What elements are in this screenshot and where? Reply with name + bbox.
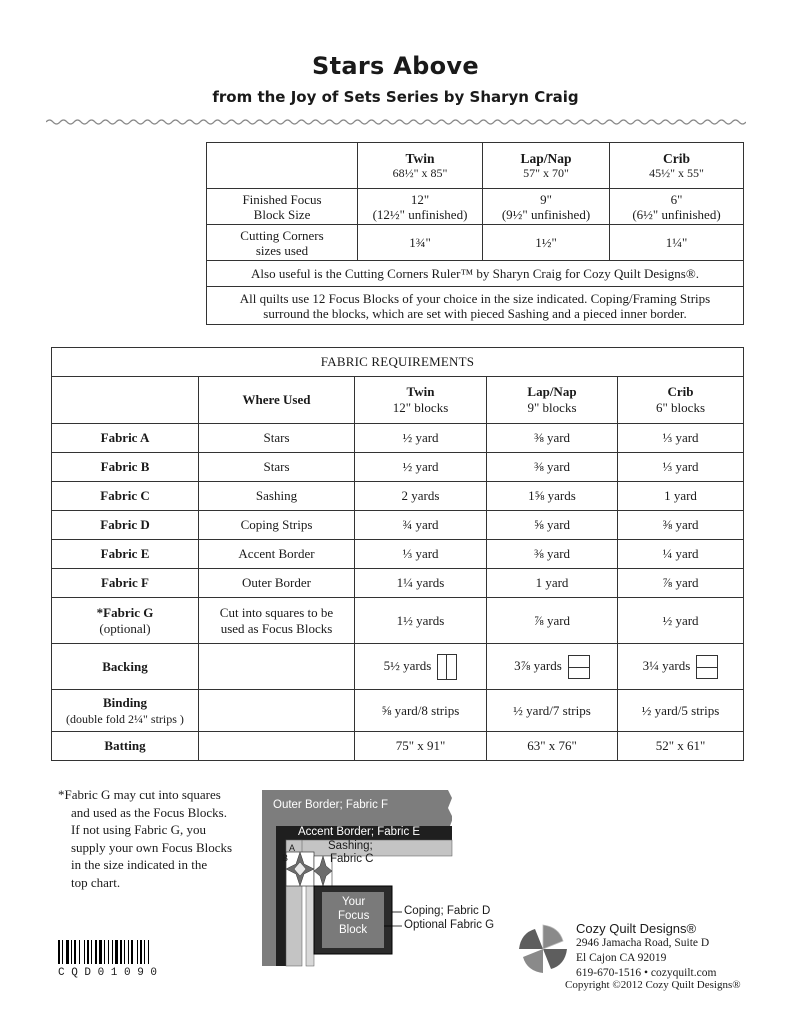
where-used: Stars	[199, 424, 355, 453]
where-used: Stars	[199, 453, 355, 482]
barcode-bar	[137, 940, 138, 964]
barcode-bar	[66, 940, 69, 964]
backing-seam-horizontal-icon	[568, 655, 590, 679]
amount: ¾ yard	[355, 511, 487, 540]
barcode-bar	[140, 940, 142, 964]
barcode-icon	[58, 940, 200, 964]
fabric-name: Fabric B	[52, 453, 199, 482]
barcode-bar	[71, 940, 72, 964]
fabric-name: Fabric E	[52, 540, 199, 569]
barcode-bar	[74, 940, 76, 964]
where-used	[199, 732, 355, 761]
page-subtitle: from the Joy of Sets Series by Sharyn Craig	[212, 88, 579, 106]
row-label: Cutting Corners sizes used	[207, 225, 358, 261]
fabric-row-g	[52, 598, 744, 644]
barcode-bar	[108, 940, 109, 964]
amount: ½ yard/7 strips	[487, 690, 618, 732]
optional-fabric-g-label: Optional Fabric G	[404, 919, 495, 931]
fabric-row-c	[52, 482, 744, 511]
where-used: Outer Border	[199, 569, 355, 598]
amount: 1¼ yards	[355, 569, 487, 598]
amount: 5½ yards	[355, 644, 487, 690]
focus-block-label-2: Focus	[338, 910, 370, 922]
copyright-notice: Copyright ©2012 Cozy Quilt Designs®	[565, 979, 741, 991]
fabric-row-b	[52, 453, 744, 482]
barcode-bar	[99, 940, 102, 964]
cell: 9" (9½" unfinished)	[483, 189, 610, 225]
fabric-table-corner	[52, 377, 199, 424]
barcode-bar	[120, 940, 122, 964]
barcode-bar	[148, 940, 149, 964]
amount: ⅜ yard	[487, 540, 618, 569]
outer-border-side-shape	[262, 790, 276, 966]
fabric-col-twin: Twin 12" blocks	[355, 377, 487, 424]
amount: 1½ yards	[355, 598, 487, 644]
fabric-name: Fabric F	[52, 569, 199, 598]
amount: ½ yard	[355, 453, 487, 482]
where-used	[199, 690, 355, 732]
cell: 12" (12½" unfinished)	[358, 189, 483, 225]
fabric-b-label: B	[282, 853, 289, 863]
barcode-bar	[62, 940, 63, 964]
barcode-bar	[104, 940, 105, 964]
size-row-cutting-corners	[207, 225, 744, 261]
amount: ⅜ yard	[487, 453, 618, 482]
cell: 1¾"	[358, 225, 483, 261]
fabric-row-e	[52, 540, 744, 569]
amount: 1 yard	[618, 482, 744, 511]
size-row-focus-block	[207, 189, 744, 225]
company-info	[576, 921, 716, 981]
fabric-requirements-table	[51, 347, 744, 761]
company-address2: El Cajon CA 92019	[576, 952, 667, 964]
quilt-corner-diagram	[262, 786, 500, 968]
blocks-note: All quilts use 12 Focus Blocks of your choice in the size indicated. Coping/Framing Strips surround the blocks, which are set with pieced Sashing and a pieced inner border.	[207, 287, 744, 325]
amount: ⅓ yard	[618, 453, 744, 482]
cell: 6" (6½" unfinished)	[610, 189, 744, 225]
where-used: Coping Strips	[199, 511, 355, 540]
row-label: Finished Focus Block Size	[207, 189, 358, 225]
amount: 1⅝ yards	[487, 482, 618, 511]
fabric-name: Fabric D	[52, 511, 199, 540]
amount: ⅜ yard	[487, 424, 618, 453]
where-used-header: Where Used	[199, 377, 355, 424]
amount: ½ yard/5 strips	[618, 690, 744, 732]
amount: 63" x 76"	[487, 732, 618, 761]
where-used: Cut into squares to be used as Focus Blocks	[199, 598, 355, 644]
outer-border-label: Outer Border; Fabric F	[273, 799, 389, 811]
fabric-name: *Fabric G (optional)	[52, 598, 199, 644]
barcode-bar	[131, 940, 133, 964]
backing-seam-horizontal-icon	[696, 655, 718, 679]
amount: 2 yards	[355, 482, 487, 511]
accent-border-label: Accent Border; Fabric E	[298, 826, 421, 838]
accent-border-side-shape	[276, 826, 289, 966]
cell: 1½"	[483, 225, 610, 261]
amount: 75" x 91"	[355, 732, 487, 761]
fabric-col-lapnap: Lap/Nap 9" blocks	[487, 377, 618, 424]
amount: ⅓ yard	[618, 424, 744, 453]
amount: ¼ yard	[618, 540, 744, 569]
where-used: Sashing	[199, 482, 355, 511]
amount: ½ yard	[618, 598, 744, 644]
fabric-g-footnote: *Fabric G may cut into squares and used as the Focus Blocks. If not using Fabric G, you supply your own Focus Blocks in the size indicated in the top chart.	[58, 787, 233, 890]
fabric-row-d	[52, 511, 744, 540]
fabric-row-a	[52, 424, 744, 453]
fabric-name: Backing	[52, 644, 199, 690]
company-contact: 619-670-1516 • cozyquilt.com	[576, 967, 717, 979]
fabric-name: Batting	[52, 732, 199, 761]
fabric-row-batting	[52, 732, 744, 761]
amount: 3¼ yards	[618, 644, 744, 690]
fabric-table-title: FABRIC REQUIREMENTS	[52, 348, 744, 377]
fabric-name: Fabric A	[52, 424, 199, 453]
wavy-divider	[46, 117, 746, 127]
size-col-lapnap: Lap/Nap 57" x 70"	[483, 143, 610, 189]
ruler-note: Also useful is the Cutting Corners Ruler™ by Sharyn Craig for Cozy Quilt Designs®.	[207, 261, 744, 287]
amount: ⅝ yard/8 strips	[355, 690, 487, 732]
product-code: CQD01090	[58, 967, 164, 979]
cozy-quilt-pinwheel-logo-icon	[515, 921, 571, 977]
sashing-label-line2: Fabric C	[330, 853, 374, 865]
barcode-bar	[58, 940, 60, 964]
barcode-bar	[115, 940, 118, 964]
fabric-row-binding	[52, 690, 744, 732]
barcode-bar	[91, 940, 92, 964]
company-name: Cozy Quilt Designs®	[576, 921, 697, 936]
barcode-bar	[112, 940, 113, 964]
barcode-bar	[144, 940, 145, 964]
amount: 1 yard	[487, 569, 618, 598]
size-table-corner	[207, 143, 358, 189]
barcode-bar	[79, 940, 80, 964]
coping-label: Coping; Fabric D	[404, 905, 491, 917]
barcode-bar	[128, 940, 129, 964]
barcode-bar	[95, 940, 97, 964]
backing-seam-vertical-icon	[437, 654, 457, 680]
amount: 3⅞ yards	[487, 644, 618, 690]
cell: 1¼"	[610, 225, 744, 261]
amount: ⅜ yard	[618, 511, 744, 540]
barcode-bar	[84, 940, 85, 964]
size-col-crib: Crib 45½" x 55"	[610, 143, 744, 189]
amount: 52" x 61"	[618, 732, 744, 761]
where-used: Accent Border	[199, 540, 355, 569]
fabric-col-crib: Crib 6" blocks	[618, 377, 744, 424]
fabric-row-backing	[52, 644, 744, 690]
amount: ⅞ yard	[618, 569, 744, 598]
barcode-bar	[87, 940, 89, 964]
amount: ⅓ yard	[355, 540, 487, 569]
fabric-name: Binding (double fold 2¼" strips )	[52, 690, 199, 732]
amount: ½ yard	[355, 424, 487, 453]
focus-block-label-3: Block	[339, 924, 368, 936]
amount: ⅞ yard	[487, 598, 618, 644]
fabric-a-label: A	[289, 843, 296, 853]
barcode-bar	[124, 940, 125, 964]
where-used	[199, 644, 355, 690]
page-title: Stars Above	[312, 52, 479, 80]
focus-block-label-1: Your	[342, 896, 366, 908]
fabric-row-f	[52, 569, 744, 598]
quilt-size-table	[206, 142, 744, 325]
size-col-twin: Twin 68½" x 85"	[358, 143, 483, 189]
sashing-label-line1: Sashing;	[328, 840, 373, 852]
amount: ⅝ yard	[487, 511, 618, 540]
fabric-name: Fabric C	[52, 482, 199, 511]
company-address1: 2946 Jamacha Road, Suite D	[576, 937, 710, 949]
